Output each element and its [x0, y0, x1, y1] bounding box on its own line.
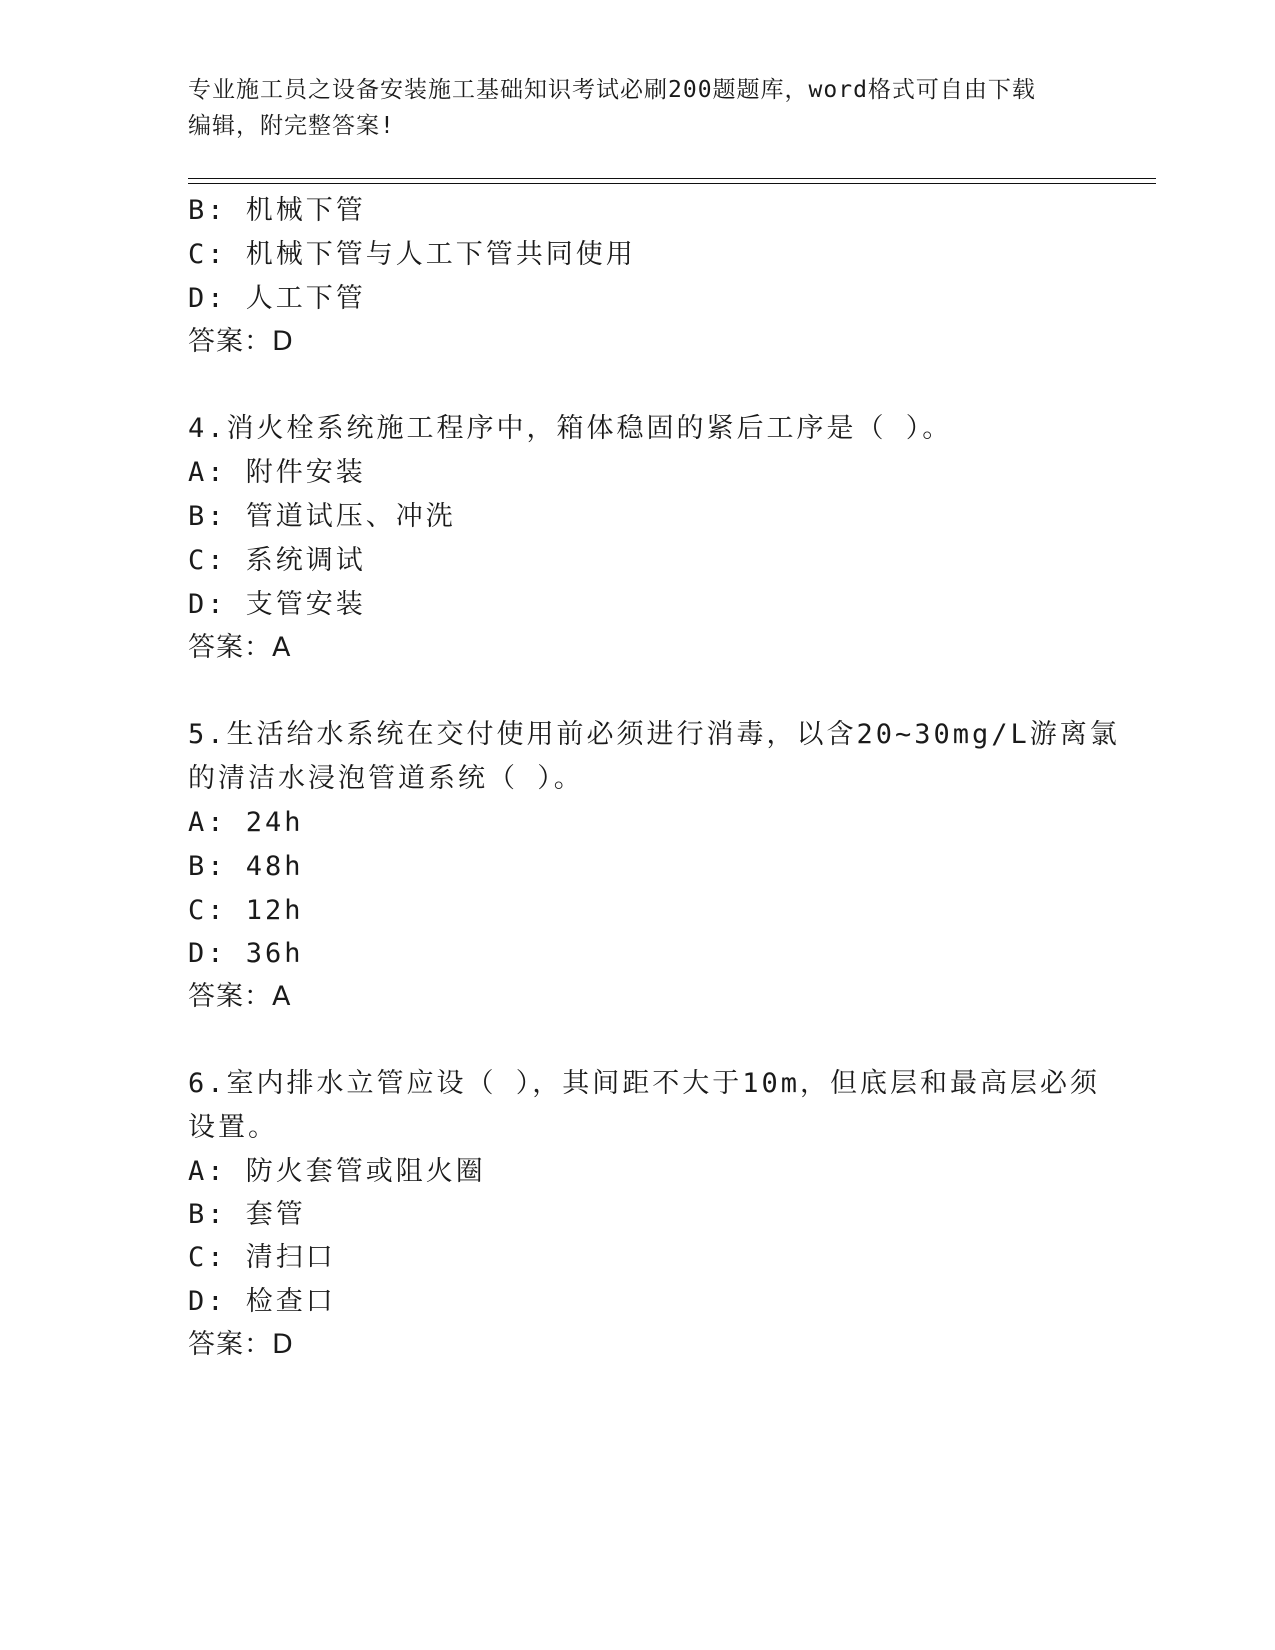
q5-stem-line-2: 的清洁水浸泡管道系统（ ）。	[188, 763, 584, 794]
header-title-line-2: 编辑，附完整答案!	[188, 113, 395, 139]
q5-option-d: D: 36h	[188, 938, 304, 969]
q6-option-d: D: 检查口	[188, 1286, 336, 1317]
q5-stem-line-1: 5.生活给水系统在交付使用前必须进行消毒，以含20~30mg/L游离氯	[188, 719, 1120, 750]
q4-option-b: B: 管道试压、冲洗	[188, 501, 456, 532]
header-title-line-1: 专业施工员之设备安装施工基础知识考试必刷200题题库，word格式可自由下载	[188, 77, 1036, 103]
q4-answer: 答案：A	[188, 632, 292, 663]
q3-option-d: D: 人工下管	[188, 283, 366, 314]
q3-answer: 答案：D	[188, 326, 294, 357]
q5-option-b: B: 48h	[188, 851, 304, 882]
document-header	[188, 72, 1078, 144]
q4-stem: 4.消火栓系统施工程序中，箱体稳固的紧后工序是（ ）。	[188, 413, 953, 444]
q6-option-a: A: 防火套管或阻火圈	[188, 1156, 486, 1187]
q6-stem-line-2: 设置。	[188, 1112, 278, 1143]
q6-stem-line-1: 6.室内排水立管应设（ ），其间距不大于10m，但底层和最高层必须	[188, 1068, 1101, 1099]
q6-option-b: B: 套管	[188, 1199, 306, 1230]
q6-option-c: C: 清扫口	[188, 1242, 336, 1273]
header-divider-bottom	[188, 183, 1156, 184]
q4-option-a: A: 附件安装	[188, 457, 366, 488]
q6-answer: 答案：D	[188, 1329, 294, 1360]
q3-option-c: C: 机械下管与人工下管共同使用	[188, 239, 636, 270]
q3-option-b: B: 机械下管	[188, 195, 366, 226]
q5-option-c: C: 12h	[188, 895, 304, 926]
header-divider-top	[188, 178, 1156, 179]
q5-answer: 答案：A	[188, 981, 292, 1012]
q4-option-d: D: 支管安装	[188, 589, 366, 620]
q4-option-c: C: 系统调试	[188, 545, 366, 576]
q5-option-a: A: 24h	[188, 807, 304, 838]
